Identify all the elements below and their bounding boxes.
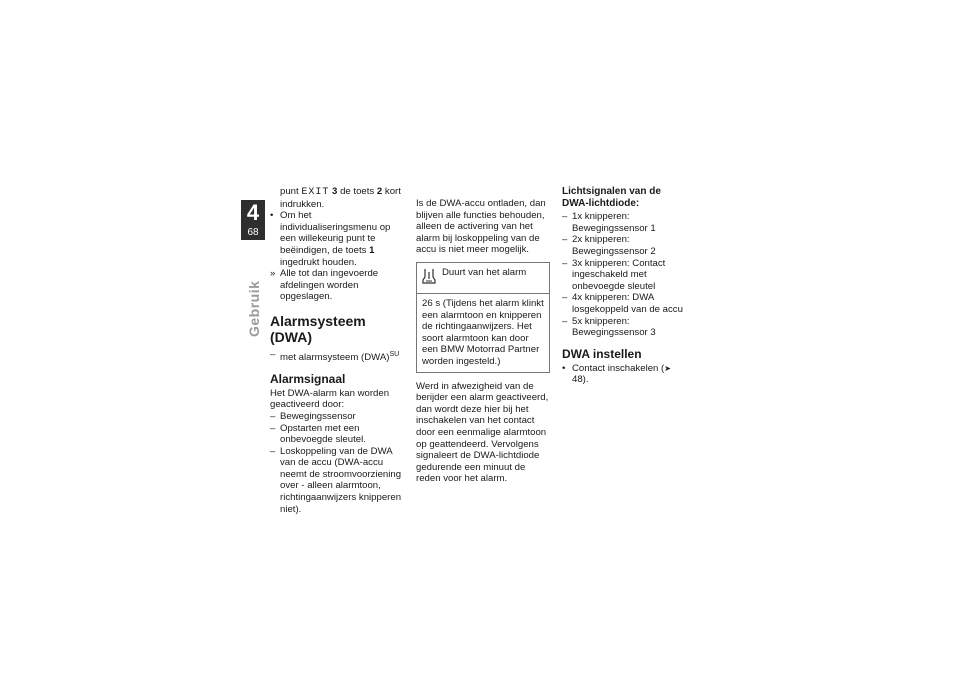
- dash-icon: –: [562, 315, 568, 327]
- spec-box: [416, 262, 550, 373]
- page-number: 68: [247, 227, 259, 238]
- result-item: » Alle tot dan ingevoerde afdelingen worden opgeslagen.: [270, 268, 379, 303]
- chapter-number: 4: [246, 200, 260, 225]
- step-bullet: • Om het individualiseringsmenu op een willekeurig punt te beëindigen, de toets 1 ingedrukt houden.: [270, 210, 391, 268]
- result-arrow-icon: »: [270, 268, 276, 280]
- column-3: [562, 186, 690, 386]
- dash-icon: –: [270, 445, 276, 457]
- list-item: – Opstarten met een onbevoegde sleutel.: [270, 422, 366, 446]
- signal-intro: Het DWA-alarm kan worden geactiveerd door:: [270, 387, 390, 411]
- list-item: – 1x knipperen: Bewegingssensor 1: [562, 211, 656, 234]
- spec-box-title: Duurt van het alarm: [442, 266, 527, 278]
- paragraph-battery: Is de DWA-accu ontladen, dan blijven alle functies behouden, alleen de activering van het alarm bij loskoppeling van de accu is niet meer mogelijk.: [416, 198, 546, 256]
- list-item: – Bewegingssensor: [270, 410, 356, 422]
- list-item: – 3x knipperen: Contact ingeschakeld met onbevoegde sleutel: [562, 257, 666, 292]
- dash-icon: –: [270, 422, 276, 434]
- dash-icon: –: [562, 211, 568, 223]
- heading-alarm-signal: Alarmsignaal: [270, 371, 346, 386]
- list-item: – 5x knipperen: Bewegingssensor 3: [562, 315, 656, 339]
- dash-icon: –: [562, 292, 568, 304]
- bullet-icon: •: [270, 210, 274, 222]
- equipment-note: – met alarmsysteem (DWA)$^{SU}$: [270, 348, 400, 364]
- dash-icon: –: [562, 234, 568, 246]
- step-bullet: • Contact inschakelen (➤ 48).: [562, 362, 671, 386]
- paragraph-absence: Werd in afwezigheid van de berijder een alarm geactiveerd, dan wordt deze hier bij het inschakelen van het contact door een eenmalige alarmtoon op geattendeerd. Vervolgens signaleert de DWA-lichtdiode gedurende een minuut de reden voor het alarm.: [416, 380, 549, 485]
- spec-box-body: 26 s (Tijdens het alarm klinkt een alarmtoon en knipperen de richtingaanwijzers. Het soort alarmtoon kan door een BMW Motorrad Partner worden ingesteld.): [422, 297, 544, 367]
- bullet-icon: •: [562, 362, 566, 374]
- chapter-label: Gebruik: [246, 280, 262, 337]
- continued-step: punt EXIT 3 de toets 2 kort indrukken.: [280, 186, 401, 210]
- dash-icon: –: [270, 348, 276, 360]
- heading-dwa-settings: DWA instellen: [562, 346, 642, 361]
- alarm-duration-icon: [422, 267, 436, 285]
- heading-led-signals: Lichtsignalen van de DWA-lichtdiode:: [562, 186, 661, 209]
- heading-alarm-system: Alarmsysteem (DWA): [270, 312, 366, 345]
- list-item: – 4x knipperen: DWA losgekoppeld van de accu: [562, 292, 683, 315]
- column-1: [270, 186, 405, 515]
- dash-icon: –: [270, 410, 276, 422]
- page-reference-arrow-icon[interactable]: ➤: [664, 363, 671, 373]
- column-2: [416, 198, 550, 485]
- spec-box-header: [417, 263, 549, 294]
- list-item: – 2x knipperen: Bewegingssensor 2: [562, 234, 656, 257]
- list-item: – Loskoppeling van de DWA van de accu (DWA-accu neemt de stroomvoorziening over - alleen alarmtoon, richtingaanwijzers knipperen niet).: [270, 445, 402, 515]
- exit-label: EXIT: [301, 187, 330, 198]
- dash-icon: –: [562, 257, 568, 269]
